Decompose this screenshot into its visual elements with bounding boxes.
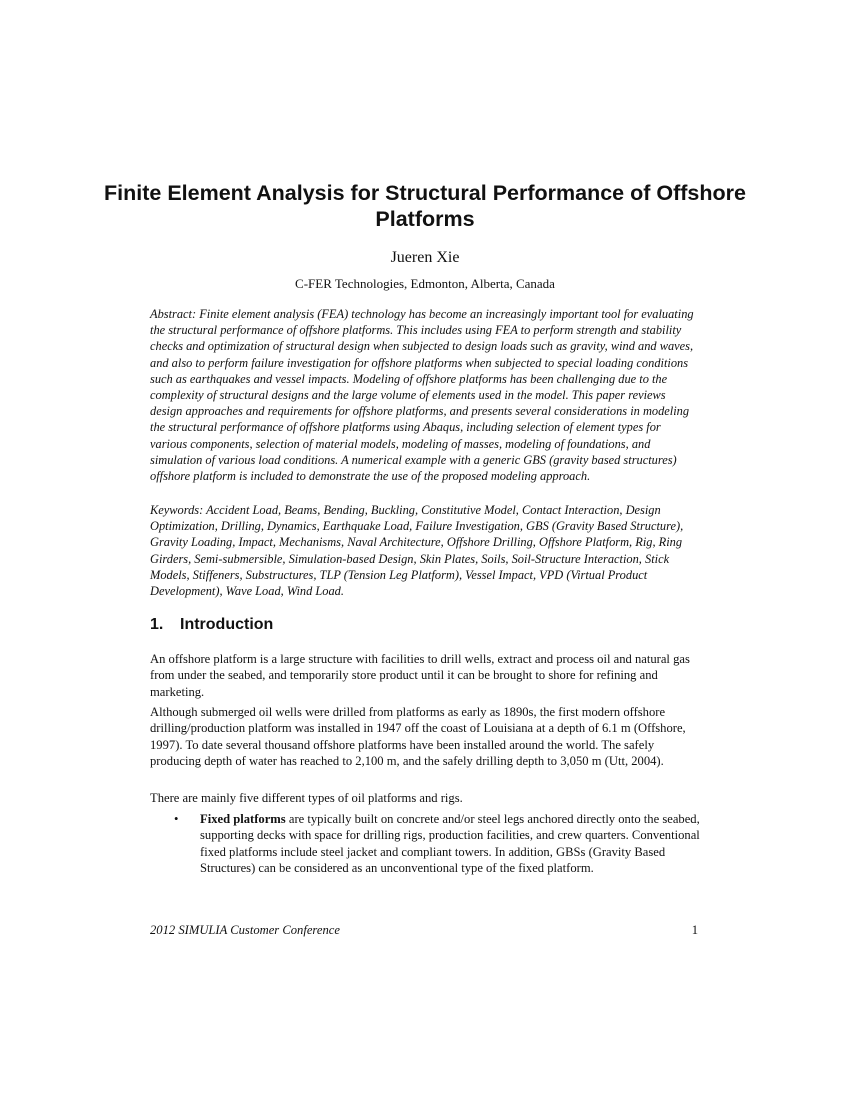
section-number: 1. <box>150 616 164 633</box>
bullet-text: are typically built on concrete and/or steel legs anchored directly onto the seabed, supporting decks with space for drilling rigs, production facilities, and crew quarters. Conventional fixed platforms include steel jacket and compliant towers. In addition, GBSs (Gravity Based Structures) can be considered as an unconventional type of the fixed platform. <box>200 812 700 875</box>
list-item <box>150 811 700 876</box>
section-title: Introduction <box>180 616 274 633</box>
paper-title: Finite Element Analysis for Structural Performance of Offshore Platforms <box>104 181 746 231</box>
author-name: Jueren Xie <box>390 249 460 266</box>
abstract: Abstract: Finite element analysis (FEA) technology has become an increasingly important tool for evaluating the structural performance of offshore platforms. This includes using FEA to perform strength and stability checks and optimization of structural design when subjected to design loads such as gravity, wind and waves, and also to perform failure investigation for offshore platforms when subjected to special loading conditions such as earthquakes and vessel impacts. Modeling of offshore platforms has been challenging due to the complexity of structural designs and the large volume of elements used in the model. This paper reviews design approaches and requirements for offshore platforms, and presents several considerations in modeling the structural performance of offshore platforms using Abaqus, including selection of element types for various components, selection of material models, modeling of masses, modeling of foundations, and simulation of various load conditions. A numerical example with a generic GBS (gravity based structures) offshore platform is included to demonstrate the use of the proposed modeling approach. <box>150 307 694 484</box>
page-number: 1 <box>691 923 698 937</box>
bullet-marker: • <box>174 812 179 826</box>
paragraph: An offshore platform is a large structure with facilities to drill wells, extract and process oil and natural gas from under the seabed, and temporarily store product until it can be brought to shore for refining and marketing. <box>150 652 690 699</box>
paragraph: Although submerged oil wells were drilled from platforms as early as 1890s, the first modern offshore drilling/production platform was installed in 1947 off the coast of Louisiana at a depth of 6.1 m (Offshore, 1997). To date several thousand offshore platforms have been installed around the world. The safely producing depth of water has reached to 2,100 m, and the safely drilling depth to 3,050 m (Utt, 2004). <box>150 705 686 768</box>
platform-types-list <box>150 811 700 876</box>
footer-conference: 2012 SIMULIA Customer Conference <box>150 923 340 937</box>
author-affiliation: C-FER Technologies, Edmonton, Alberta, Canada <box>295 276 555 291</box>
bullet-term: Fixed platforms <box>200 812 286 826</box>
page-footer <box>150 922 698 938</box>
paragraph: There are mainly five different types of oil platforms and rigs. <box>150 791 463 805</box>
section-heading <box>150 615 273 635</box>
keywords: Keywords: Accident Load, Beams, Bending, Buckling, Constitutive Model, Contact Interaction, Design Optimization, Drilling, Dynamics, Earthquake Load, Failure Investigation, GBS (Gravity Based Structure), Gravity Loading, Impact, Mechanisms, Naval Architecture, Offshore Drilling, Offshore Platform, Rig, Ring Girders, Semi-submersible, Simulation-based Design, Skin Plates, Soils, Soil-Structure Interaction, Stick Models, Stiffeners, Substructures, TLP (Tension Leg Platform), Vessel Impact, VPD (Virtual Product Development), Wave Load, Wind Load. <box>150 503 684 599</box>
